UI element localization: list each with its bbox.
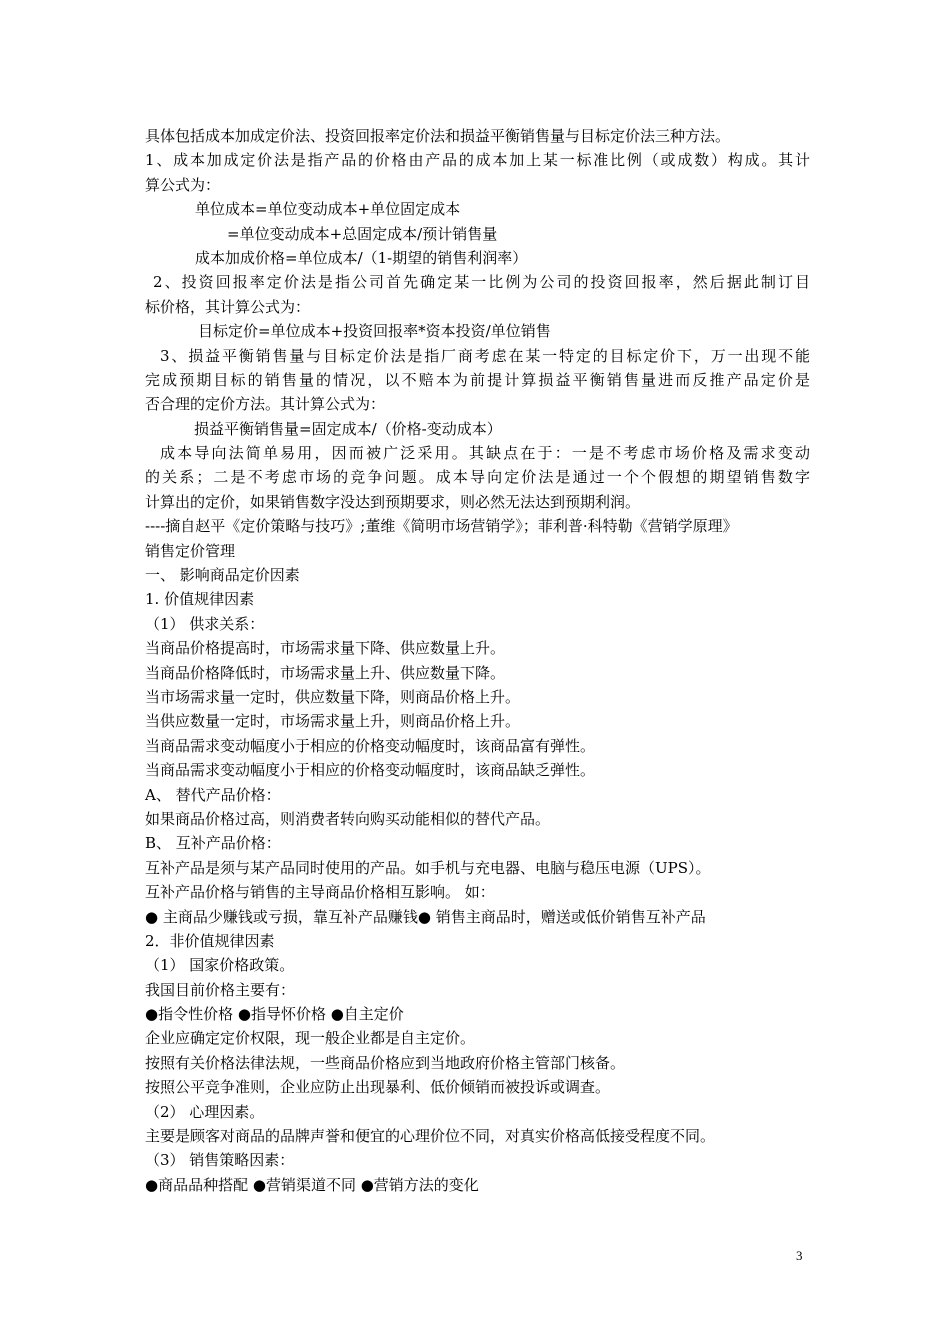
formula-target-price: 目标定价=单位成本+投资回报率*资本投资/单位销售 <box>198 322 551 341</box>
section-title-sales-pricing: 销售定价管理 <box>145 541 236 560</box>
bullet-line: ●指令性价格 ●指导怀价格 ●自主定价 <box>145 1005 404 1024</box>
text-line-intro: 具体包括成本加成定价法、投资回报率定价法和损益平衡销售量与目标定价法三种方法。 <box>145 127 731 145</box>
subheading-sales-strategy-factors: （3） 销售策略因素： <box>145 1151 295 1170</box>
text-line-breakeven-continued: 完成预期目标的销售量的情况，以不赔本为前提计算损益平衡销售量进而反推产品定价是 <box>145 370 810 389</box>
document-body <box>145 124 810 1197</box>
list-item: 当商品价格降低时，市场需求量上升、供应数量下降。 <box>145 663 506 682</box>
formula-unit-cost-continued: =单位变动成本+总固定成本/预计销售量 <box>227 224 498 243</box>
list-item: 当供应数量一定时，市场需求量上升，则商品价格上升。 <box>145 712 521 731</box>
formula-breakeven-volume: 损益平衡销售量=固定成本/（价格-变动成本） <box>194 419 502 438</box>
text-line-cost-oriented-continued: 的关系；二是不考虑市场的竞争问题。成本导向定价法是通过一个个假想的期望销售数字 <box>145 468 810 487</box>
list-item: 企业应确定定价权限，现一般企业都是自主定价。 <box>145 1029 476 1048</box>
formula-unit-cost: 单位成本=单位变动成本+单位固定成本 <box>195 200 461 219</box>
formula-cost-plus-price: 成本加成价格=单位成本/（1-期望的销售利润率） <box>195 248 528 267</box>
list-item: 当商品需求变动幅度小于相应的价格变动幅度时，该商品富有弹性。 <box>145 736 596 755</box>
text-line-roi-formula-intro: 标价格，其计算公式为： <box>145 297 311 316</box>
text-line-cost-oriented-summary: 成本导向法简单易用，因而被广泛采用。其缺点在于：一是不考虑市场价格及需求变动 <box>160 444 810 463</box>
heading-pricing-factors: 一、 影响商品定价因素 <box>145 566 300 585</box>
heading-value-law-factors: 1. 价值规律因素 <box>145 590 255 609</box>
list-item: 当市场需求量一定时，供应数量下降，则商品价格上升。 <box>145 687 521 706</box>
text-line-citation: ----摘自赵平《定价策略与技巧》;董维《简明市场营销学》；菲利普·科特勒《营销学原理》 <box>145 517 738 536</box>
list-item: 我国目前价格主要有： <box>145 980 296 999</box>
subheading-psychological-factors: （2） 心理因素。 <box>145 1102 265 1121</box>
list-item: 按照公平竞争准则，企业应防止出现暴利、低价倾销而被投诉或调查。 <box>145 1078 611 1097</box>
text-line-cost-oriented-end: 计算出的定价，如果销售数字没达到预期要求，则必然无法达到预期利润。 <box>145 492 641 511</box>
text-line-cost-plus-formula-intro: 算公式为： <box>145 175 221 194</box>
list-item: 如果商品价格过高，则消费者转向购买动能相似的替代产品。 <box>145 809 551 828</box>
bullet-line: ● 主商品少赚钱或亏损，靠互补产品赚钱● 销售主商品时，赠送或低价销售互补产品 <box>145 907 706 926</box>
list-item: 当商品需求变动幅度小于相应的价格变动幅度时，该商品缺乏弹性。 <box>145 761 596 780</box>
text-line-cost-plus-definition: 1、成本加成定价法是指产品的价格由产品的成本加上某一标准比例（或成数）构成。其计 <box>145 151 810 170</box>
list-item: 按照有关价格法律法规，一些商品价格应到当地政府价格主管部门核备。 <box>145 1053 626 1072</box>
subheading-national-price-policy: （1） 国家价格政策。 <box>145 956 295 975</box>
list-item: 互补产品是须与某产品同时使用的产品。如手机与充电器、电脑与稳压电源（UPS）。 <box>145 858 711 877</box>
text-line-roi-definition: 2、投资回报率定价法是指公司首先确定某一比例为公司的投资回报率，然后据此制订目 <box>153 273 810 292</box>
text-line-breakeven-formula-intro: 否合理的定价方法。其计算公式为： <box>145 395 386 414</box>
text-line-breakeven-definition: 3、损益平衡销售量与目标定价法是指厂商考虑在某一特定的目标定价下，万一出现不能 <box>160 346 810 365</box>
page-number: 3 <box>796 1248 803 1263</box>
subheading-complementary-price: B、 互补产品价格： <box>145 834 281 853</box>
bullet-line: ●商品品种搭配 ●营销渠道不同 ●营销方法的变化 <box>145 1175 479 1194</box>
subheading-supply-demand: （1） 供求关系： <box>145 614 265 633</box>
heading-non-value-law-factors: 2．非价值规律因素 <box>145 931 275 950</box>
subheading-substitute-price: A、 替代产品价格： <box>145 785 281 804</box>
list-item: 主要是顾客对商品的品牌声誉和便宜的心理价位不同，对真实价格高低接受程度不同。 <box>145 1127 716 1146</box>
list-item: 互补产品价格与销售的主导商品价格相互影响。 如： <box>145 883 495 902</box>
list-item: 当商品价格提高时，市场需求量下降、供应数量上升。 <box>145 639 506 658</box>
